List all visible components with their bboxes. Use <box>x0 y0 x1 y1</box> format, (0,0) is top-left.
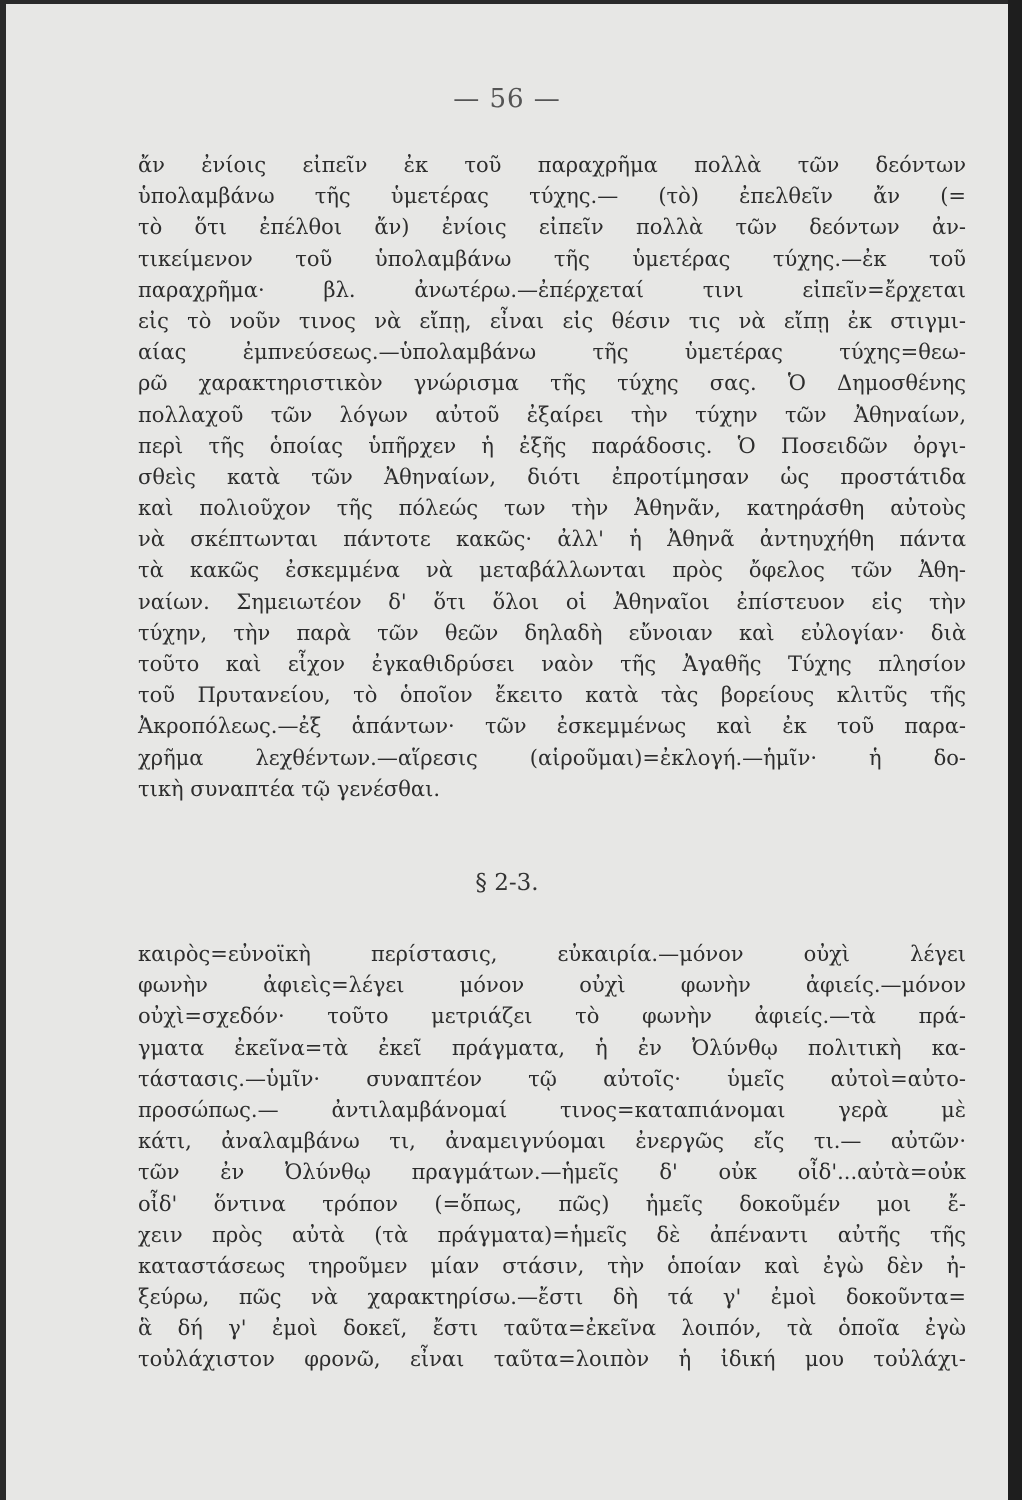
text-line: καὶ πολιοῦχον τῆς πόλεώς των τὴν Ἀθηνᾶν, κατηράσθη αὐτοὺς <box>138 496 966 521</box>
text-line: ναίων. Σημειωτέον δ' ὅτι ὅλοι οἱ Ἀθηναῖοι ἐπίστευον εἰς τὴν <box>138 589 966 614</box>
text-line: πολλαχοῦ τῶν λόγων αὐτοῦ ἐξαίρει τὴν τύχην τῶν Ἀθηναίων, <box>138 402 966 427</box>
text-line: εἰς τὸ νοῦν τινος νὰ εἴπῃ, εἶναι εἰς θέσιν τις νὰ εἴπῃ ἐκ στιγμι- <box>138 308 966 333</box>
text-line: τικὴ συναπτέα τῷ γενέσθαι. <box>138 776 440 801</box>
text-line: ἃ δή γ' ἐμοὶ δοκεῖ, ἔστι ταῦτα=ἐκεῖνα λοιπόν, τὰ ὁποῖα ἐγὼ <box>138 1316 966 1341</box>
text-line: τύχην, τὴν παρὰ τῶν θεῶν δηλαδὴ εὔνοιαν καὶ εὐλογίαν· διὰ <box>138 620 966 645</box>
scan-right-edge <box>1008 0 1022 1500</box>
text-line: παραχρῆμα· βλ. ἀνωτέρω.—ἐπέρχεταί τινι εἰπεῖν=ἔρχεται <box>138 277 966 302</box>
text-line: τὰ κακῶς ἐσκεμμένα νὰ μεταβάλλωνται πρὸς ὄφελος τῶν Ἀθη- <box>138 558 966 583</box>
page-number: — 56 — <box>453 84 561 114</box>
text-line: ρῶ χαρακτηριστικὸν γνώρισμα τῆς τύχης σας. Ὁ Δημοσθένης <box>138 371 966 396</box>
text-line: τοῦτο καὶ εἶχον ἐγκαθιδρύσει ναὸν τῆς Ἀγαθῆς Τύχης πλησίον <box>138 652 966 676</box>
text-line: τοὐλάχιστον φρονῶ, εἶναι ταῦτα=λοιπὸν ἡ ἰδική μου τοὐλάχι- <box>138 1347 966 1372</box>
text-line: γματα ἐκεῖνα=τὰ ἐκεῖ πράγματα, ἡ ἐν Ὀλύνθῳ πολιτικὴ κα- <box>138 1035 966 1060</box>
text-line: τὸ ὅτι ἐπέλθοι ἄν) ἐνίοις εἰπεῖν πολλὰ τῶν δεόντων ἀν- <box>138 215 966 240</box>
text-line: τικείμενον τοῦ ὑπολαμβάνω τῆς ὑμετέρας τύχης.—ἐκ τοῦ <box>138 246 966 271</box>
text-line: χειν πρὸς αὐτὰ (τὰ πράγματα)=ἡμεῖς δὲ ἀπέναντι αὐτῆς τῆς <box>138 1222 966 1247</box>
text-line: ἄν ἐνίοις εἰπεῖν ἐκ τοῦ παραχρῆμα πολλὰ τῶν δεόντων <box>138 153 966 177</box>
text-line: κάτι, ἀναλαμβάνω τι, ἀναμειγνύομαι ἐνεργῶς εἴς τι.— αὐτῶν· <box>138 1129 966 1154</box>
text-line: προσώπως.— ἀντιλαμβάνομαί τινος=καταπιάνομαι γερὰ μὲ <box>138 1097 966 1122</box>
text-line: αίας ἐμπνεύσεως.—ὑπολαμβάνω τῆς ὑμετέρας τύχης=θεω- <box>138 340 966 365</box>
text-line: ξεύρω, πῶς νὰ χαρακτηρίσω.—ἔστι δὴ τά γ' ἐμοὶ δοκοῦντα= <box>138 1285 966 1310</box>
text-line: τῶν ἐν Ὀλύνθῳ πραγμάτων.—ἡμεῖς δ' οὐκ οἶδ'...αὐτὰ=οὐκ <box>138 1160 966 1185</box>
text-line: νὰ σκέπτωνται πάντοτε κακῶς· ἀλλ' ἡ Ἀθηνᾶ ἀντηυχήθη πάντα <box>138 527 966 552</box>
text-line: ὑπολαμβάνω τῆς ὑμετέρας τύχης.— (τὸ) ἐπελθεῖν ἄν (= <box>138 184 966 209</box>
text-line: Ἀκροπόλεως.—ἐξ ἁπάντων· τῶν ἐσκεμμένως καὶ ἐκ τοῦ παρα- <box>138 714 966 739</box>
text-line: τάστασις.—ὑμῖν· συναπτέον τῷ αὐτοῖς· ὑμεῖς αὐτοὶ=αὐτο- <box>138 1066 966 1091</box>
text-line: οἶδ' ὅντινα τρόπον (=ὅπως, πῶς) ἡμεῖς δοκοῦμέν μοι ἔ- <box>138 1191 966 1216</box>
text-line: τοῦ Πρυτανείου, τὸ ὁποῖον ἔκειτο κατὰ τὰς βορείους κλιτῦς τῆς <box>138 683 966 708</box>
text-line: καταστάσεως τηροῦμεν μίαν στάσιν, τὴν ὁποίαν καὶ ἐγὼ δὲν ἠ- <box>138 1253 966 1278</box>
text-line: οὐχὶ=σχεδόν· τοῦτο μετριάζει τὸ φωνὴν ἀφιείς.—τὰ πρά- <box>138 1004 966 1029</box>
text-line: φωνὴν ἀφιεὶς=λέγει μόνον οὐχὶ φωνὴν ἀφιείς.—μόνον <box>138 973 966 998</box>
text-line: σθεὶς κατὰ τῶν Ἀθηναίων, διότι ἐπροτίμησαν ὡς προστάτιδα <box>138 464 966 489</box>
text-line: καιρὸς=εὐνοϊκὴ περίστασις, εὐκαιρία.—μόνον οὐχὶ λέγει <box>138 942 966 966</box>
paragraph-commentary-1 <box>138 150 966 805</box>
text-line: περὶ τῆς ὁποίας ὑπῆρχεν ἡ ἐξῆς παράδοσις. Ὁ Ποσειδῶν ὀργι- <box>138 433 966 458</box>
section-heading: § 2-3. <box>475 870 539 896</box>
paragraph-commentary-2 <box>138 939 966 1376</box>
text-line: χρῆμα λεχθέντων.—αἵρεσις (αἱροῦμαι)=ἐκλογή.—ἡμῖν· ἡ δο- <box>138 745 966 770</box>
book-page <box>6 4 1008 1500</box>
